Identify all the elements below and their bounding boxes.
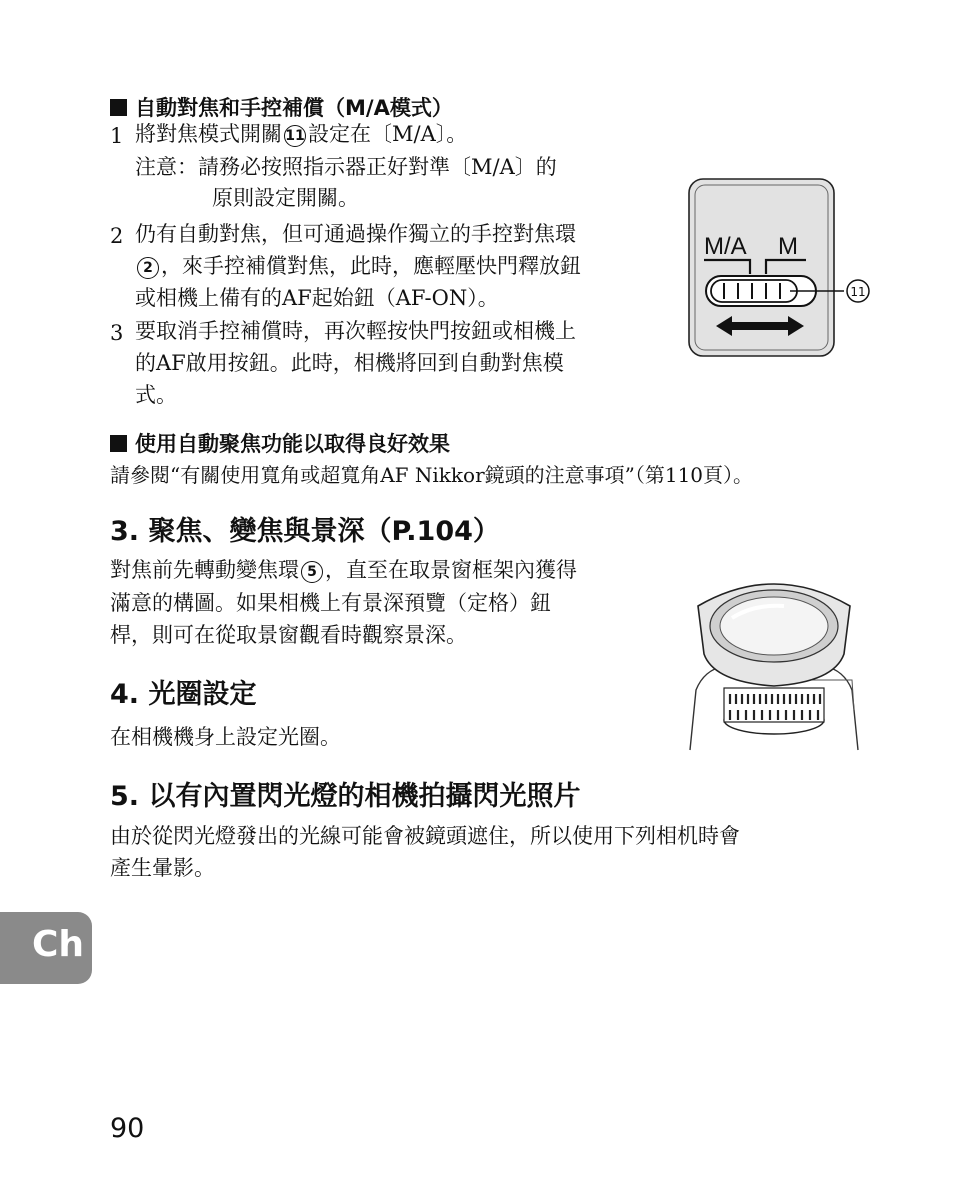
lens-camera-illustration bbox=[684, 570, 866, 754]
step2-line: 2 ，來手控補償對焦，此時，應輕壓快門釋放鈕 bbox=[135, 256, 581, 279]
section-heading-focus-zoom: 3. 聚焦、變焦與景深（P.104） bbox=[110, 516, 500, 547]
focus-zoom-line: 滿意的構圖。如果相機上有景深預覽（定格）鈕 bbox=[110, 591, 551, 615]
flash-body-line: 產生暈影。 bbox=[110, 856, 215, 880]
section-heading-aperture: 4. 光圈設定 bbox=[110, 679, 257, 710]
switch-label-m: M bbox=[778, 233, 798, 260]
callout-number-icon: 2 bbox=[137, 257, 159, 279]
step2-line: 或相機上備有的AF起始鈕（AF-ON）。 bbox=[135, 286, 499, 310]
focus-mode-switch-figure bbox=[684, 176, 884, 360]
step2-line: 仍有自動對焦，但可通過操作獨立的手控對焦環 bbox=[135, 222, 576, 246]
step3-line: 式。 bbox=[135, 383, 177, 407]
flash-body-line: 由於從閃光燈發出的光線可能會被鏡頭遮住，所以使用下列相机時會 bbox=[110, 824, 740, 848]
step-number: 3 bbox=[110, 321, 124, 345]
aperture-body: 在相機機身上設定光圈。 bbox=[110, 725, 341, 749]
section-heading-flash: 5. 以有內置閃光燈的相機拍攝閃光照片 bbox=[110, 781, 581, 812]
page-number: 90 bbox=[110, 1113, 145, 1144]
square-bullet-icon bbox=[110, 435, 127, 452]
section-heading-af-manual: 自動對焦和手控補償（M/A模式） bbox=[110, 92, 453, 122]
focus-zoom-line: 桿，則可在從取景窗觀看時觀察景深。 bbox=[110, 623, 467, 647]
focus-zoom-line: 對焦前先轉動變焦環 5 ，直至在取景窗框架內獲得 bbox=[110, 558, 577, 582]
step3-line: 的AF啟用按鈕。此時，相機將回到自動對焦模 bbox=[135, 351, 564, 375]
switch-label-ma: M/A bbox=[704, 233, 747, 260]
note-line: 原則設定開關。 bbox=[212, 186, 359, 210]
step-number: 1 bbox=[110, 124, 124, 148]
callout-number-icon: 11 bbox=[284, 125, 306, 147]
section-heading-af-tips: 使用自動聚焦功能以取得良好效果 bbox=[110, 428, 450, 458]
note-line: 注意：請務必按照指示器正好對準〔M/A〕的 bbox=[135, 155, 557, 179]
chapter-tab bbox=[0, 912, 92, 984]
callout-number-icon: 5 bbox=[301, 561, 323, 583]
af-tips-body: 請參閱“有關使用寬角或超寬角AF Nikkor鏡頭的注意事項”（第110頁）。 bbox=[110, 463, 754, 487]
step-number: 2 bbox=[110, 224, 124, 248]
step3-line: 要取消手控補償時，再次輕按快門按鈕或相機上 bbox=[135, 319, 576, 343]
square-bullet-icon bbox=[110, 99, 127, 116]
callout-number-icon: 11 bbox=[850, 285, 866, 299]
step1-text: 將對焦模式開關 11 設定在〔M/A〕。 bbox=[135, 122, 468, 146]
chapter-tab-label: Ch bbox=[31, 924, 84, 965]
